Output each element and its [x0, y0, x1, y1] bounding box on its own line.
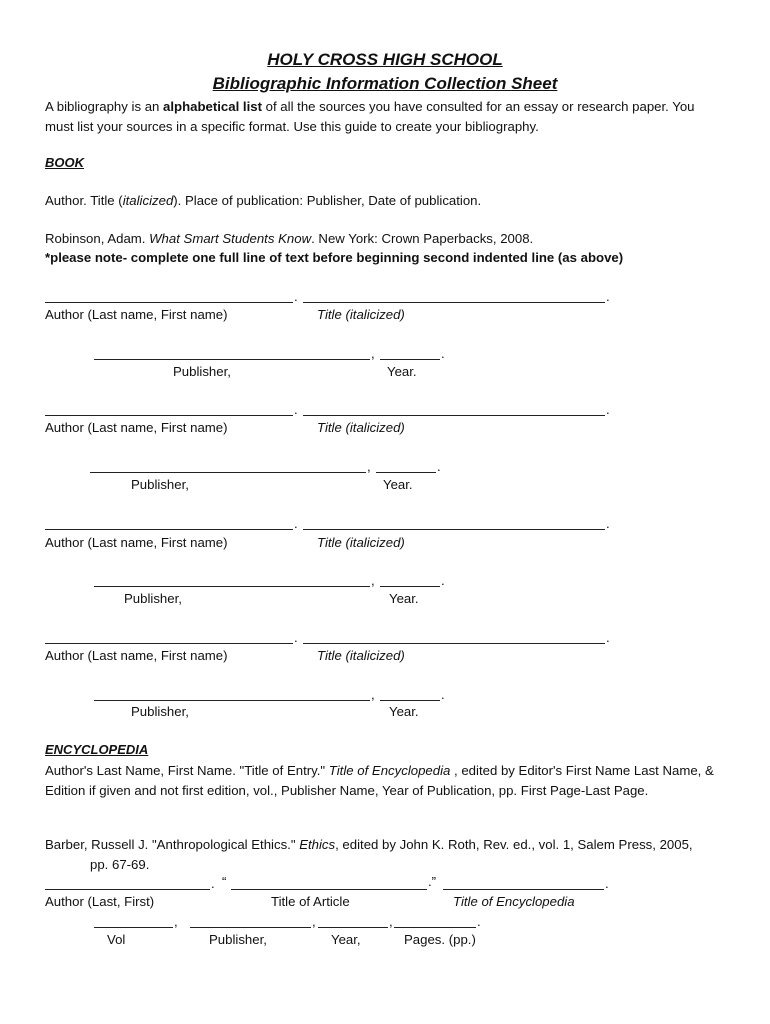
- period: .: [606, 630, 610, 645]
- period: .: [441, 573, 445, 588]
- year-blank-1[interactable]: [380, 359, 440, 360]
- period: .: [441, 346, 445, 361]
- enc-pages-label: Pages. (pp.): [404, 932, 476, 947]
- comma: ,: [367, 459, 371, 474]
- publisher-blank-1[interactable]: [94, 359, 370, 360]
- author-blank-3[interactable]: [45, 529, 293, 530]
- book-format: Author. Title (italicized). Place of publication: Publisher, Date of publication.: [45, 193, 482, 208]
- period: .: [294, 630, 298, 645]
- enc-author-label: Author (Last, First): [45, 894, 155, 909]
- enc-author-blank[interactable]: [45, 889, 210, 890]
- year-label: Year.: [389, 591, 419, 606]
- publisher-blank-4[interactable]: [94, 700, 370, 701]
- comma: ,: [371, 573, 375, 588]
- book-note: *please note- complete one full line of text before beginning second indented line (as above): [45, 250, 624, 265]
- period: .: [606, 516, 610, 531]
- year-blank-4[interactable]: [380, 700, 440, 701]
- enc-title-blank[interactable]: [443, 889, 604, 890]
- author-label: Author (Last name, First name): [45, 535, 228, 550]
- title-blank-1[interactable]: [303, 302, 605, 303]
- publisher-label: Publisher,: [131, 477, 189, 492]
- open-quote: “: [222, 874, 227, 889]
- enc-publisher-blank[interactable]: [190, 927, 311, 928]
- book-heading: BOOK: [45, 155, 84, 170]
- period: .: [441, 687, 445, 702]
- period: .: [211, 876, 215, 891]
- author-label: Author (Last name, First name): [45, 307, 228, 322]
- close-quote: .”: [428, 874, 437, 889]
- comma: ,: [371, 346, 375, 361]
- year-blank-3[interactable]: [380, 586, 440, 587]
- enc-pages-blank[interactable]: [394, 927, 476, 928]
- enc-article-blank[interactable]: [231, 889, 427, 890]
- comma: ,: [174, 914, 178, 929]
- author-blank-2[interactable]: [45, 415, 293, 416]
- sheet-title: Bibliographic Information Collection Sheet: [212, 74, 558, 93]
- title-label: Title (italicized): [317, 535, 405, 550]
- period: .: [606, 289, 610, 304]
- publisher-label: Publisher,: [131, 704, 189, 719]
- title-blank-2[interactable]: [303, 415, 605, 416]
- encyclopedia-heading: ENCYCLOPEDIA: [45, 742, 149, 757]
- period: .: [437, 459, 441, 474]
- comma: ,: [389, 914, 393, 929]
- title-label: Title (italicized): [317, 648, 405, 663]
- encyclopedia-example-line2: pp. 67-69.: [90, 857, 150, 872]
- author-label: Author (Last name, First name): [45, 420, 228, 435]
- book-example: Robinson, Adam. What Smart Students Know. New York: Crown Paperbacks, 2008.: [45, 231, 534, 246]
- enc-publisher-label: Publisher,: [209, 932, 267, 947]
- period: .: [605, 876, 609, 891]
- period: .: [477, 914, 481, 929]
- period: .: [294, 289, 298, 304]
- school-name: HOLY CROSS HIGH SCHOOL: [267, 50, 503, 69]
- encyclopedia-example: Barber, Russell J. "Anthropological Ethics." Ethics, edited by John K. Roth, Rev. ed., vol. 1, Salem Press, 2005,: [45, 837, 693, 852]
- year-label: Year.: [383, 477, 413, 492]
- enc-vol-label: Vol: [107, 932, 126, 947]
- year-label: Year.: [387, 364, 417, 379]
- enc-year-blank[interactable]: [318, 927, 388, 928]
- year-label: Year.: [389, 704, 419, 719]
- enc-year-label: Year,: [331, 932, 361, 947]
- publisher-label: Publisher,: [124, 591, 182, 606]
- year-blank-2[interactable]: [376, 472, 436, 473]
- author-label: Author (Last name, First name): [45, 648, 228, 663]
- enc-article-label: Title of Article: [271, 894, 350, 909]
- enc-encyclopedia-label: Title of Encyclopedia: [453, 894, 575, 909]
- enc-vol-blank[interactable]: [94, 927, 173, 928]
- publisher-blank-2[interactable]: [90, 472, 366, 473]
- period: .: [294, 516, 298, 531]
- title-blank-4[interactable]: [303, 643, 605, 644]
- title-label: Title (italicized): [317, 420, 405, 435]
- comma: ,: [371, 687, 375, 702]
- comma: ,: [312, 914, 316, 929]
- encyclopedia-format: Author's Last Name, First Name. "Title of Entry." Title of Encyclopedia , edited by Editor's First Name Last Name, & Edition if given and not first edition, vol., Publisher Name, Year of Publication, pp. First Page-Last Page.: [45, 763, 714, 798]
- author-blank-4[interactable]: [45, 643, 293, 644]
- publisher-label: Publisher,: [173, 364, 231, 379]
- publisher-blank-3[interactable]: [94, 586, 370, 587]
- author-blank-1[interactable]: [45, 302, 293, 303]
- period: .: [606, 402, 610, 417]
- intro-paragraph: A bibliography is an alphabetical list of all the sources you have consulted for an essay or research paper. You must list your sources in a specific format. Use this guide to create your bibliography.: [45, 99, 695, 134]
- title-label: Title (italicized): [317, 307, 405, 322]
- period: .: [294, 402, 298, 417]
- title-blank-3[interactable]: [303, 529, 605, 530]
